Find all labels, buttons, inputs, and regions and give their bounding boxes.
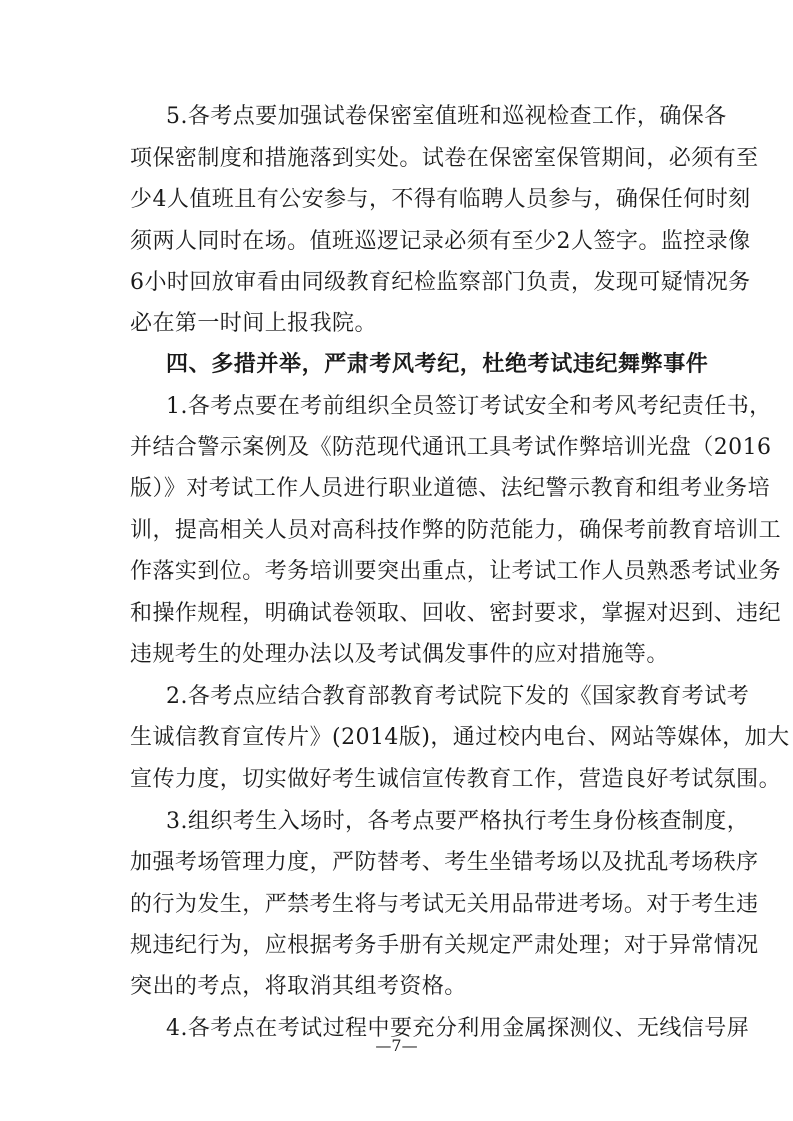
- section-4-paragraph-3-line-1: 3.组织考生入场时，各考点要严格执行考生身份核查制度，: [166, 809, 750, 834]
- section-4-paragraph-1-line-5: 作落实到位。考务培训要突出重点，让考试工作人员熟悉考试业务: [130, 559, 782, 584]
- paragraph-5-line-4: 须两人同时在场。值班巡逻记录必须有至少2人签字。监控录像: [130, 229, 751, 254]
- paragraph-5-line-1: 5.各考点要加强试卷保密室值班和巡视检查工作，确保各: [166, 104, 727, 129]
- section-4-paragraph-1-line-3: 版）》对考试工作人员进行职业道德、法纪警示教育和组考业务培: [130, 476, 771, 501]
- section-4-paragraph-2-line-1: 2.各考点应结合教育部教育考试院下发的《国家教育考试考: [166, 684, 750, 709]
- section-4-paragraph-2-line-2: 生诚信教育宣传片》(2014版)，通过校内电台、网站等媒体，加大: [130, 725, 790, 750]
- paragraph-5-line-5: 6小时回放审看由同级教育纪检监察部门负责，发现可疑情况务: [130, 270, 751, 295]
- section-4-paragraph-1-line-7: 违规考生的处理办法以及考试偶发事件的应对措施等。: [130, 642, 669, 667]
- paragraph-5-line-2: 项保密制度和措施落到实处。试卷在保密室保管期间，必须有至: [130, 146, 759, 171]
- section-4-paragraph-3-line-5: 突出的考点，将取消其组考资格。: [130, 974, 467, 999]
- section-4-paragraph-1-line-2: 并结合警示案例及《防范现代通讯工具考试作弊培训光盘（2016: [130, 435, 772, 460]
- section-4-paragraph-3-line-4: 规违纪行为，应根据考务手册有关规定严肃处理；对于异常情况: [130, 933, 759, 958]
- paragraph-5-line-3: 少4人值班且有公安参与，不得有临聘人员参与，确保任何时刻: [130, 187, 751, 212]
- section-4-paragraph-3-line-2: 加强考场管理力度，严防替考、考生坐错考场以及扰乱考场秩序: [130, 850, 759, 875]
- section-heading-4: 四、多措并举，严肃考风考纪，杜绝考试违纪舞弊事件: [166, 352, 709, 377]
- page-number: —7—: [375, 1036, 418, 1055]
- section-4-paragraph-1-line-1: 1.各考点要在考前组织全员签订考试安全和考风考纪责任书，: [166, 394, 772, 419]
- section-4-paragraph-3-line-3: 的行为发生，严禁考生将与考试无关用品带进考场。对于考生违: [130, 892, 759, 917]
- paragraph-5-line-6: 必在第一时间上报我院。: [130, 311, 377, 336]
- section-4-paragraph-1-line-4: 训，提高相关人员对高科技作弊的防范能力，确保考前教育培训工: [130, 518, 782, 543]
- section-4-paragraph-2-line-3: 宣传力度，切实做好考生诚信宣传教育工作，营造良好考试氛围。: [130, 767, 782, 792]
- section-4-paragraph-1-line-6: 和操作规程，明确试卷领取、回收、密封要求，掌握对迟到、违纪: [130, 601, 782, 626]
- section-4-paragraph-4-line-1: 4.各考点在考试过程中要充分利用金属探测仪、无线信号屏: [166, 1016, 750, 1041]
